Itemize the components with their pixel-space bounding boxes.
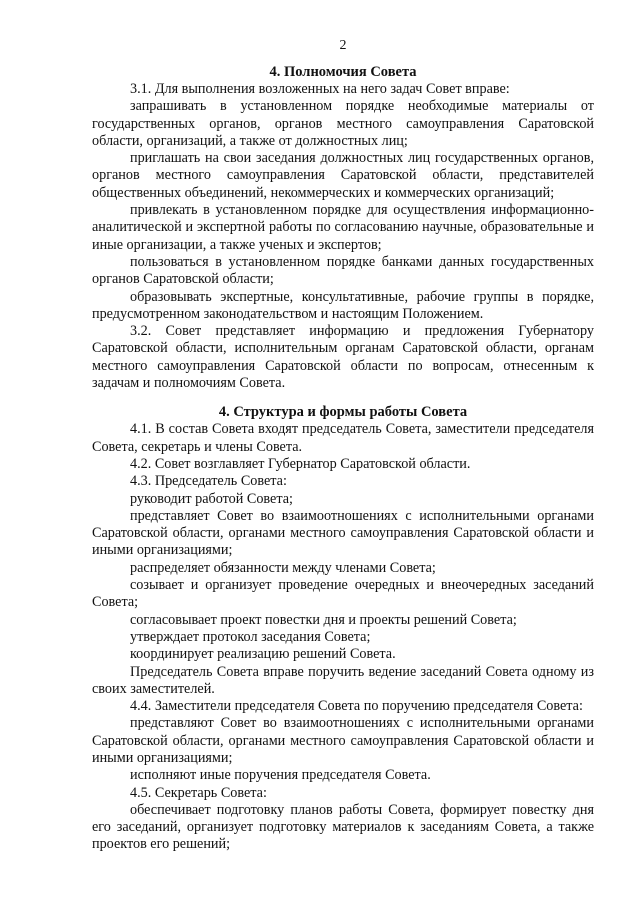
paragraph: обеспечивает подготовку планов работы Совета, формирует повестку дня его заседаний, организует подготовку материалов к заседаниям Совета, а также проектов его решений; bbox=[92, 801, 594, 853]
paragraph: представляет Совет во взаимоотношениях с исполнительными органами Саратовской области, органами местного самоуправления Саратовской области и иными организациями; bbox=[92, 507, 594, 559]
paragraph: Председатель Совета вправе поручить ведение заседаний Совета одному из своих заместителей. bbox=[92, 663, 594, 697]
paragraph: 4.1. В состав Совета входят председатель Совета, заместители председателя Совета, секретарь и члены Совета. bbox=[92, 421, 594, 455]
page-number: 2 bbox=[339, 38, 347, 53]
paragraph: образовывать экспертные, консультативные, рабочие группы в порядке, предусмотренном законодательством и настоящим Положением. bbox=[92, 288, 594, 322]
paragraph: 4.4. Заместители председателя Совета по поручению председателя Совета: bbox=[130, 698, 583, 715]
paragraph: созывает и организует проведение очередных и внеочередных заседаний Совета; bbox=[92, 577, 594, 611]
paragraph: представляют Совет во взаимоотношениях с исполнительными органами Саратовской области, органами местного самоуправления Саратовской области и иными организациями; bbox=[92, 715, 594, 766]
paragraph: 4.5. Секретарь Совета: bbox=[130, 784, 267, 801]
section-heading-structure: 4. Структура и формы работы Совета bbox=[218, 404, 468, 421]
paragraph: координирует реализацию решений Совета. bbox=[130, 646, 396, 663]
paragraph: распределяет обязанности между членами Совета; bbox=[130, 559, 436, 576]
paragraph: руководит работой Совета; bbox=[130, 490, 293, 507]
paragraph: утверждает протокол заседания Совета; bbox=[130, 628, 371, 645]
paragraph: пользоваться в установленном порядке банками данных государственных органов Саратовской области; bbox=[92, 253, 594, 288]
section-heading-powers: 4. Полномочия Совета bbox=[269, 64, 417, 80]
paragraph: 4.2. Совет возглавляет Губернатор Саратовской области. bbox=[130, 455, 471, 472]
paragraph: согласовывает проект повестки дня и проекты решений Совета; bbox=[130, 611, 517, 628]
paragraph: запрашивать в установленном порядке необходимые материалы от государственных органов, органов местного самоуправления Саратовской области, организаций, а также от должностных лиц; bbox=[92, 98, 594, 149]
paragraph: привлекать в установленном порядке для осуществления информационно-аналитической и экспертной работы по согласованию научные, образовательные и иные организации, а также ученых и экспертов; bbox=[92, 202, 594, 253]
paragraph: 3.1. Для выполнения возложенных на него задач Совет вправе: bbox=[130, 81, 510, 97]
paragraph: исполняют иные поручения председателя Совета. bbox=[130, 767, 431, 784]
paragraph: приглашать на свои заседания должностных лиц государственных органов, органов местного самоуправления Саратовской области, представителей общественных объединений, некоммерческих и коммерческих организаций; bbox=[92, 150, 594, 201]
paragraph: 4.3. Председатель Совета: bbox=[130, 473, 287, 490]
paragraph: 3.2. Совет представляет информацию и предложения Губернатору Саратовской области, исполнительным органам Саратовской области, органам местного самоуправления Саратовской области по вопросам, отнесенным к задачам и полномочиям Совета. bbox=[92, 323, 594, 392]
